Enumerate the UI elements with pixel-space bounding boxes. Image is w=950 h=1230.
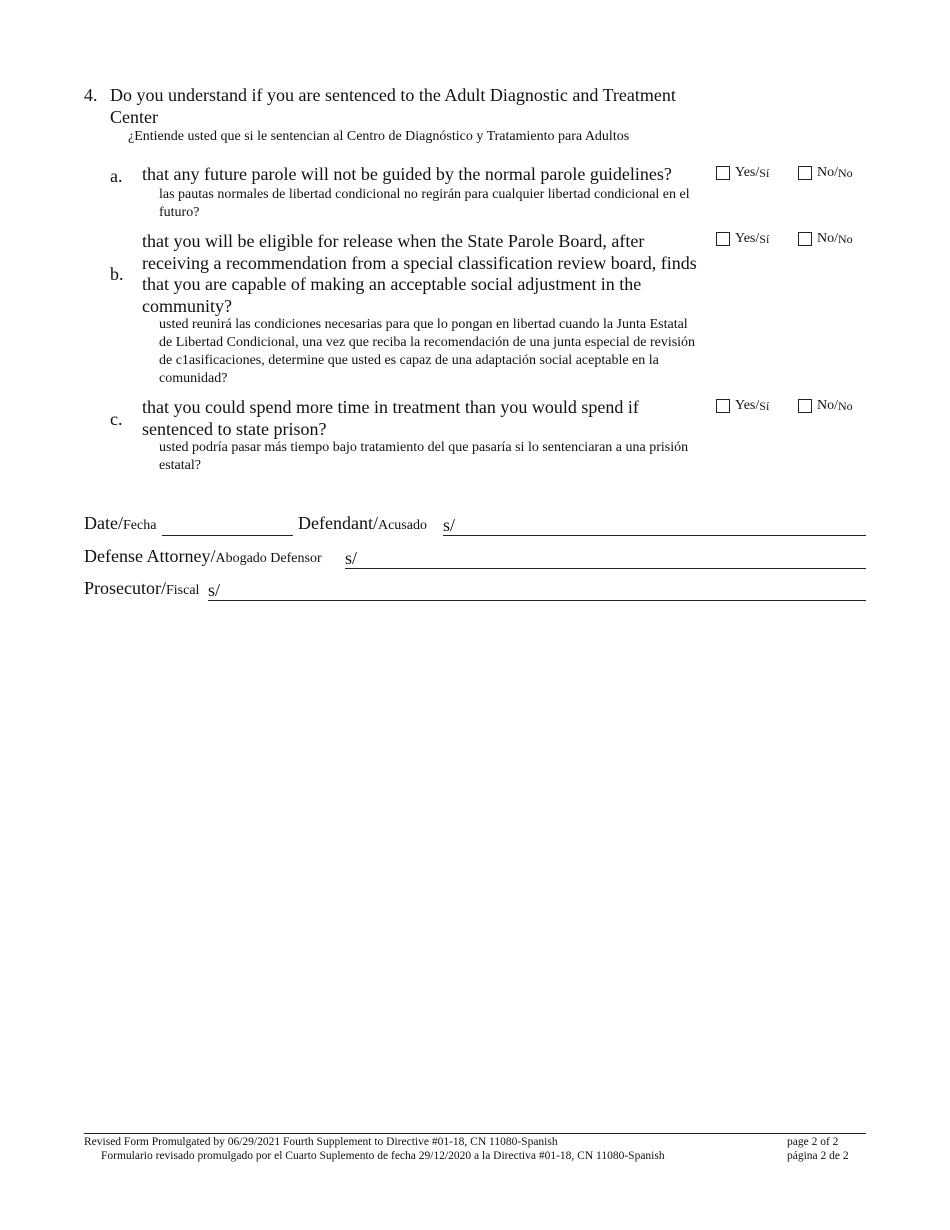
item-letter: c. [110, 409, 123, 429]
yes-checkbox[interactable]: Yes/ Sí [716, 231, 769, 247]
item-text-en: that you could spend more time in treatment than you would spend if sentenced to state prison? [142, 397, 639, 439]
checkbox-box[interactable] [798, 232, 812, 246]
checkbox-box[interactable] [716, 232, 730, 246]
item-letter: b. [110, 264, 124, 284]
attorney-label: Defense Attorney/Abogado Defensor [84, 546, 322, 566]
footer-form-info [84, 1135, 665, 1163]
checkbox-box[interactable] [716, 166, 730, 180]
footer-line-es: Formulario revisado promulgado por el Cuarto Suplemento de fecha 29/12/2020 a la Directiva #01-18, CN 11080-Spanish [101, 1150, 665, 1162]
item-letter: a. [110, 166, 123, 186]
item-b [84, 229, 866, 389]
no-checkbox[interactable]: No/ No [798, 165, 853, 181]
checkbox-box[interactable] [798, 166, 812, 180]
defendant-label: Defendant/Acusado [298, 513, 427, 533]
no-checkbox[interactable]: No/ No [798, 231, 853, 247]
item-text-es: las pautas normales de libertad condicional no regirán para cualquier libertad condicional en el futuro? [159, 187, 690, 220]
prosecutor-signature-line[interactable] [208, 600, 866, 601]
signature-row-date-defendant [84, 512, 866, 536]
prosecutor-signature-mark: s/ [208, 580, 221, 600]
attorney-signature-line[interactable] [345, 568, 866, 569]
page-number-en: page 2 of 2 [787, 1136, 839, 1148]
item-a [84, 162, 866, 222]
footer-divider [84, 1133, 866, 1134]
defendant-signature-mark: s/ [443, 515, 456, 535]
defendant-signature-line[interactable] [443, 535, 866, 536]
prosecutor-label: Prosecutor/Fiscal [84, 578, 200, 598]
item-c [84, 396, 866, 478]
signature-row-attorney [84, 545, 866, 569]
checkbox-box[interactable] [798, 399, 812, 413]
footer-line-en: Revised Form Promulgated by 06/29/2021 Fourth Supplement to Directive #01-18, CN 11080-Spanish [84, 1136, 558, 1148]
question-text-es: ¿Entiende usted que si le sentencian al Centro de Diagnóstico y Tratamiento para Adultos [128, 129, 630, 144]
question-text-en: Do you understand if you are sentenced to the Adult Diagnostic and Treatment Center [110, 85, 676, 127]
page-number-es: página 2 de 2 [787, 1150, 849, 1162]
item-text-es: usted podría pasar más tiempo bajo tratamiento del que pasaría si lo sentenciaran a una prisión estatal? [159, 440, 689, 473]
yes-checkbox[interactable]: Yes/ Sí [716, 165, 769, 181]
date-line[interactable] [162, 535, 293, 536]
item-text-en: that you will be eligible for release when the State Parole Board, after receiving a recommendation from a special classification review board, finds that you are capable of making an acceptable social adjustment in the community? [142, 231, 697, 316]
signature-row-prosecutor [84, 577, 866, 601]
item-text-en: that any future parole will not be guided by the normal parole guidelines? [142, 164, 672, 184]
item-text-es: usted reunirá las condiciones necesarias para que lo pongan en libertad cuando la Junta Estatal de Libertad Condicional, una vez que reciba la recomendación de una junta especial de revisión de c1asificaciones, determine que usted es capaz de una adaptación social aceptable en la comunidad? [159, 317, 696, 386]
attorney-signature-mark: s/ [345, 548, 358, 568]
page-number [787, 1135, 849, 1163]
date-label: Date/Fecha [84, 513, 157, 533]
no-checkbox[interactable]: No/ No [798, 398, 853, 414]
question-number: 4. [84, 85, 98, 105]
checkbox-box[interactable] [716, 399, 730, 413]
yes-checkbox[interactable]: Yes/ Sí [716, 398, 769, 414]
